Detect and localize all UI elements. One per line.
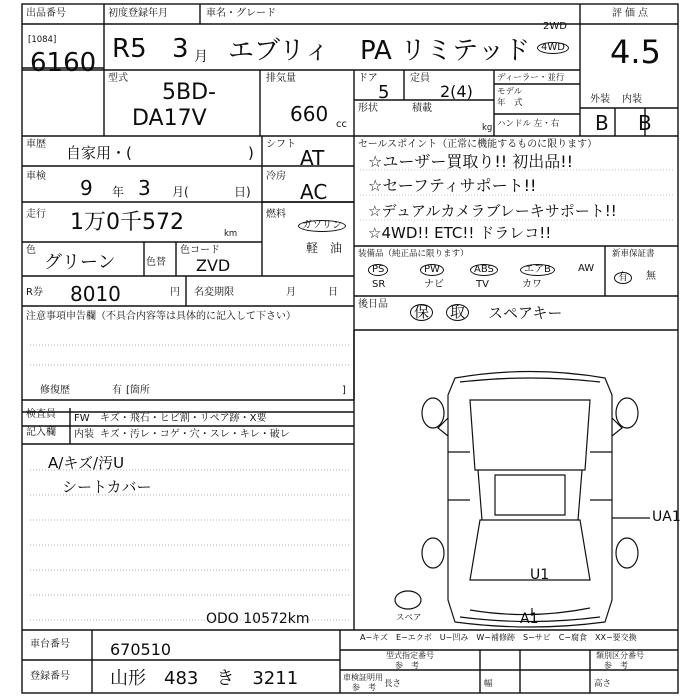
equip-aw: AW — [578, 263, 595, 274]
repair-label: 修復歴 — [40, 385, 70, 396]
chassis-label: 車台番号 — [30, 639, 70, 650]
warranty-label: 新車保証書 — [612, 249, 655, 259]
inspector-note-2: シートカバー — [62, 478, 152, 496]
displacement-unit: cc — [336, 119, 347, 130]
diagram-mark-u1: U1 — [530, 567, 550, 583]
selling-point-3: ☆デュアルカメラブレーキサポート!! — [368, 202, 617, 220]
drive-2wd: 2WD — [543, 21, 567, 32]
usage-value: 自家用・( — [66, 144, 132, 162]
equip-pw: PW — [420, 264, 444, 276]
inspection-day-unit: 日) — [234, 185, 251, 199]
color-label: 色 — [26, 245, 36, 256]
diagram-legend: A−キズ E−エクボ U−凹み W−補修跡 S−サビ C−腐食 XX−要交換 — [360, 633, 637, 642]
selling-points-label: セールスポイント（正常に機能するものに限ります） — [358, 139, 598, 150]
diagram-mark-a1: A1 — [520, 611, 539, 627]
recycle-label: R券 — [26, 287, 43, 298]
registration-label: 初度登録年月 — [108, 8, 168, 19]
load-unit: kg — [482, 123, 493, 133]
checker-fw: FW — [74, 413, 90, 424]
warranty-no: 無 — [646, 271, 656, 282]
inspection-month-unit: 月( — [172, 185, 189, 199]
selling-point-1: ☆ユーザー買取り!! 初出品!! — [368, 152, 574, 171]
drive-4wd: 4WD — [537, 42, 569, 54]
registration-year: R5 — [112, 34, 147, 64]
equip-sr: SR — [372, 279, 386, 290]
aircon-label: 冷房 — [266, 171, 286, 182]
lot-number: 6160 — [30, 48, 97, 78]
mileage-value: 1万0千572 — [70, 210, 184, 235]
score-exterior-label: 外装 — [590, 94, 610, 105]
checker-interior: 内装 — [74, 429, 94, 440]
warranty-yes: 有 — [614, 272, 632, 284]
repair-value: 有 — [112, 385, 122, 396]
mileage-label: 走行 — [26, 209, 46, 220]
accessory-2: 取 — [446, 304, 469, 321]
model-year-line2: 年 式 — [497, 98, 523, 108]
checker-label-1: 検査員 — [26, 409, 56, 420]
inspection-year-unit: 年 — [112, 185, 125, 199]
diagram-mark-ua1: UA1 — [652, 509, 681, 525]
plate-label: 登録番号 — [30, 671, 70, 682]
color-code-label: 色コード — [180, 245, 220, 256]
inspection-month: 3 — [138, 176, 151, 200]
dealer-label: ディーラー・並行 — [497, 73, 565, 83]
model-line2: DA17V — [132, 106, 207, 131]
name-change-label: 名変期限 — [194, 287, 234, 298]
plate-value: 山形 483 き 3211 — [110, 668, 299, 689]
model-line1: 5BD- — [162, 80, 216, 105]
chassis-value: 670510 — [110, 640, 172, 659]
footer-width: 幅 — [484, 679, 493, 689]
capacity-label: 定員 — [410, 73, 430, 84]
model-label: 型式 — [108, 73, 128, 84]
car-diagram — [395, 372, 638, 628]
score-interior-label: 内装 — [622, 94, 642, 105]
doors-value: 5 — [378, 82, 390, 103]
load-label: 積載 — [412, 103, 432, 114]
accessory-3: スペアキー — [488, 304, 563, 322]
fuel-gasoline: ガソリン — [298, 220, 346, 232]
equip-tv: TV — [476, 279, 489, 290]
registration-month: 3 — [172, 34, 189, 64]
repair-places: [箇所 — [126, 385, 150, 396]
car-grade: PA リミテッド — [360, 36, 531, 66]
handle-label: ハンドル 左・右 — [497, 119, 560, 129]
displacement-value: 660 — [290, 102, 329, 126]
recycle-unit: 円 — [170, 287, 180, 298]
fuel-label: 燃料 — [266, 209, 286, 220]
aircon-value: AC — [300, 180, 328, 204]
color-code: ZVD — [196, 256, 231, 275]
checker-label-2: 記入欄 — [26, 427, 56, 438]
shape-label: 形状 — [358, 103, 378, 114]
shift-value: AT — [300, 146, 325, 170]
model-year-line1: モデル — [497, 87, 523, 97]
color-repaint-label: 色替 — [146, 257, 166, 268]
equip-abs: ABS — [470, 264, 498, 276]
lot-label: 出品番号 — [26, 8, 66, 19]
capacity-value: 2(4) — [440, 82, 473, 101]
shift-label: シフト — [266, 139, 296, 150]
inspection-year: 9 — [80, 176, 93, 200]
footer-ref2: 参 考 — [604, 661, 628, 670]
inspector-note-1: A/キズ/汚U — [48, 454, 125, 472]
car-name-label: 車名・グレード — [206, 8, 276, 19]
repair-close: ] — [342, 385, 346, 396]
checker-fw-items: キズ・飛石・ヒビ割・リペア跡・X要 — [100, 413, 267, 424]
color-value: グリーン — [44, 252, 116, 273]
score-value: 4.5 — [610, 33, 661, 71]
checker-interior-items: キズ・汚レ・コゲ・穴・スレ・キレ・破レ — [100, 429, 290, 440]
footer-height: 高さ — [594, 679, 612, 689]
inspection-label: 車検 — [26, 171, 46, 182]
name-change-month: 月 — [286, 287, 296, 298]
name-change-day: 日 — [328, 287, 338, 298]
equip-airbag: エアB — [520, 264, 555, 276]
displacement-label: 排気量 — [266, 73, 296, 84]
equip-ps: PS — [368, 264, 388, 276]
footer-cert: 型式指定番号 — [386, 651, 434, 660]
selling-point-2: ☆セーフティサポート!! — [368, 176, 537, 195]
recycle-value: 8010 — [70, 282, 121, 306]
score-exterior: B — [595, 111, 609, 135]
car-name: エブリィ — [228, 36, 330, 66]
fuel-diesel: 軽 油 — [306, 241, 343, 255]
lot-small-id: [1084] — [28, 35, 57, 45]
score-label: 評価点 — [612, 8, 651, 19]
footer-length: 長さ — [384, 679, 402, 689]
selling-point-4: ☆4WD!! ETC!! ドラレコ!! — [368, 224, 552, 242]
footer-ref: 参 考 — [395, 661, 419, 670]
score-interior: B — [638, 111, 652, 135]
registration-month-unit: 月 — [194, 49, 208, 65]
usage-label: 車歴 — [26, 139, 46, 150]
odometer-value: ODO 10572km — [206, 611, 310, 627]
diagram-spare: スペア — [396, 613, 422, 623]
footer-ref3: 参 考 — [352, 683, 376, 692]
accessory-1: 保 — [410, 304, 433, 321]
accessories-label: 後日品 — [358, 299, 388, 310]
equipment-label: 装備品（純正品に限ります） — [358, 249, 469, 259]
footer-reg-cert: 車検証明用 — [343, 673, 383, 682]
doors-label: ドア — [358, 73, 378, 84]
equip-navi: ナビ — [424, 279, 444, 290]
footer-class: 類別区分番号 — [596, 651, 644, 660]
mileage-unit: km — [224, 229, 238, 239]
usage-close: ) — [248, 144, 254, 162]
equip-camera: カワ — [522, 279, 542, 290]
notes-label: 注意事項申告欄（不具合内容等は具体的に記入して下さい） — [26, 311, 296, 322]
